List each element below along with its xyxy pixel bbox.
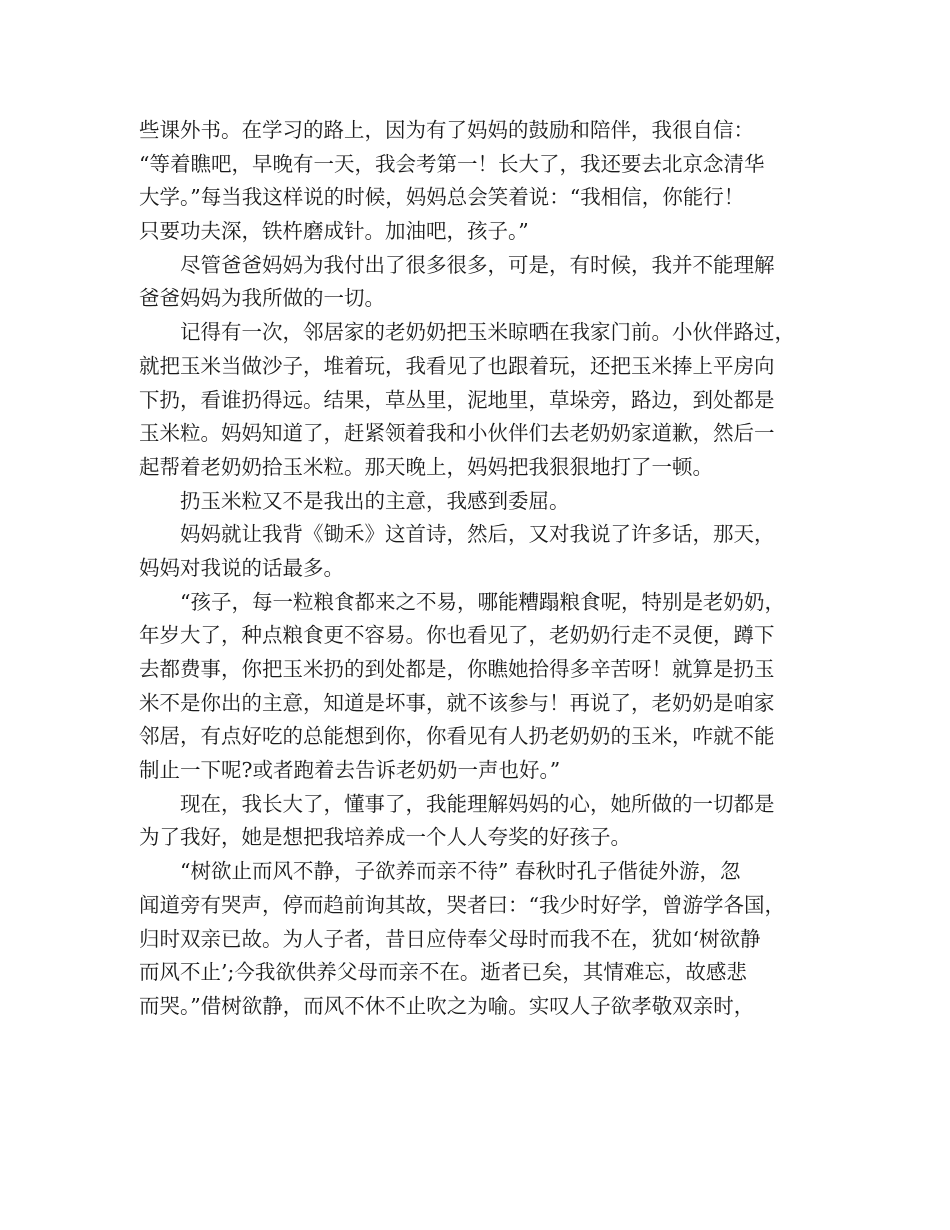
text-line: 就把玉米当做沙子，堆着玩，我看见了也跟着玩，还把玉米捧上平房向 <box>139 353 775 378</box>
text-line: 现在，我长大了，懂事了，我能理解妈妈的心，她所做的一切都是 <box>139 791 775 816</box>
text-line: 扔玉米粒又不是我出的主意，我感到委屈。 <box>139 488 570 513</box>
text-line: “等着瞧吧，早晚有一天，我会考第一！长大了，我还要去北京念清华 <box>139 151 765 176</box>
text-line: 大学。”每当我这样说的时候，妈妈总会笑着说：“我相信，你能行！ <box>139 185 745 210</box>
text-line: 为了我好，她是想把我培养成一个人人夸奖的好孩子。 <box>139 825 631 850</box>
text-line: 下扔，看谁扔得远。结果，草丛里，泥地里，草垛旁，路边，到处都是 <box>139 387 775 412</box>
text-line: 起帮着老奶奶拾玉米粒。那天晚上，妈妈把我狠狠地打了一顿。 <box>139 454 713 479</box>
text-line: 妈妈就让我背《锄禾》这首诗，然后，又对我说了许多话，那天， <box>139 522 775 547</box>
text-line: 而哭。”借树欲静，而风不休不止吹之为喻。实叹人子欲孝敬双亲时， <box>139 993 755 1018</box>
text-line: “树欲止而风不静，子欲养而亲不待” 春秋时孔子偕徒外游，忽 <box>139 859 741 884</box>
text-line: 制止一下呢?或者跑着去告诉老奶奶一声也好。” <box>139 758 561 783</box>
text-line: 闻道旁有哭声，停而趋前询其故，哭者曰：“我少时好学，曾游学各国， <box>139 892 785 917</box>
text-line: “孩子，每一粒粮食都来之不易，哪能糟蹋粮食呢，特别是老奶奶， <box>139 589 785 614</box>
text-line: 尽管爸爸妈妈为我付出了很多很多，可是，有时候，我并不能理解 <box>139 252 775 277</box>
text-line: 去都费事，你把玉米扔的到处都是，你瞧她拾得多辛苦呀！就算是扔玉 <box>139 657 775 681</box>
text-line: 记得有一次，邻居家的老奶奶把玉米晾晒在我家门前。小伙伴路过， <box>139 320 795 345</box>
text-line: 玉米粒。妈妈知道了，赶紧领着我和小伙伴们去老奶奶家道歉，然后一 <box>139 421 775 446</box>
text-line: 妈妈对我说的话最多。 <box>139 555 344 580</box>
text-line: 只要功夫深，铁杵磨成针。加油吧，孩子。” <box>139 219 529 244</box>
text-line: 年岁大了，种点粮食更不容易。你也看见了，老奶奶行走不灵便，蹲下 <box>139 623 775 648</box>
text-line: 而风不止’;今我欲供养父母而亲不在。逝者已矣，其情难忘，故感悲 <box>139 960 747 985</box>
text-line: 些课外书。在学习的路上，因为有了妈妈的鼓励和陪伴，我很自信： <box>139 118 754 142</box>
text-line: 米不是你出的主意，知道是坏事，就不该参与！再说了，老奶奶是咱家 <box>139 690 775 715</box>
text-line: 爸爸妈妈为我所做的一切。 <box>139 286 385 311</box>
text-line: 邻居，有点好吃的总能想到你，你看见有人扔老奶奶的玉米，咋就不能 <box>139 724 775 749</box>
essay-body <box>139 114 829 1024</box>
text-line: 归时双亲已故。为人子者，昔日应侍奉父母时而我不在，犹如‘树欲静 <box>139 926 761 951</box>
